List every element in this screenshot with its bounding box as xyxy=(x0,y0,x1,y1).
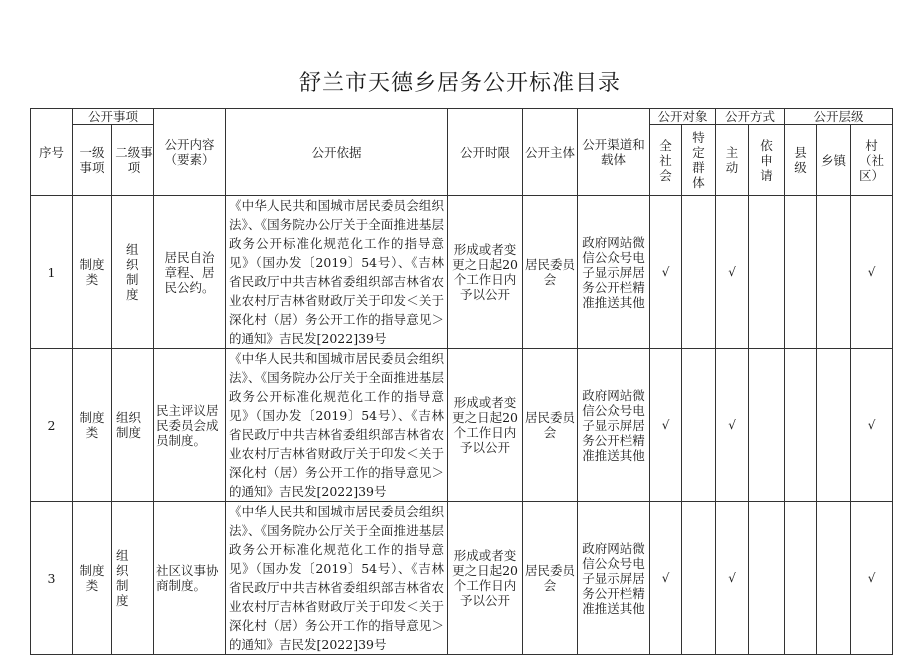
cell-level-county xyxy=(785,349,817,502)
cell-channel: 政府网站微信公众号电子显示屏居务公开栏精准推送其他 xyxy=(578,502,650,655)
cell-target-specific xyxy=(682,349,716,502)
cell-basis: 《中华人民共和国城市居民委员会组织法》、《国务院办公厅关于全面推进基层政务公开标准化规范化工作的指导意见》（国办发〔2019〕54号）、《吉林省民政厅中共吉林省委组织部吉林省农业农村厅吉林省财政厅关于印发＜关于深化村（居）务公开工作的指导意见＞的通知》吉民发[2022]39号 xyxy=(226,196,448,349)
page-title: 舒兰市天德乡居务公开标准目录 xyxy=(298,71,621,96)
cell-level2: 组织制度 xyxy=(112,502,154,655)
cell-target-specific xyxy=(682,196,716,349)
cell-content: 居民自治章程、居民公约。 xyxy=(154,196,226,349)
cell-level1: 制度类 xyxy=(73,502,112,655)
cell-level-county xyxy=(785,502,817,655)
cell-level2: 组织制度 xyxy=(112,196,154,349)
header-content: 公开内容（要素） xyxy=(154,109,226,196)
cell-target-specific xyxy=(682,502,716,655)
cell-level-village: √ xyxy=(851,349,893,502)
cell-level-township xyxy=(817,502,851,655)
header-target-specific: 特定群体 xyxy=(682,125,716,196)
cell-target-all: √ xyxy=(650,196,682,349)
header-mode-apply: 依申请 xyxy=(749,125,785,196)
disclosure-catalog-table xyxy=(30,108,893,655)
header-level-county: 县级 xyxy=(785,125,817,196)
header-level2: 二级事项 xyxy=(112,125,154,196)
header-mode-group: 公开方式 xyxy=(716,109,785,125)
cell-level2: 组织制度 xyxy=(112,349,154,502)
cell-level-township xyxy=(817,196,851,349)
cell-basis: 《中华人民共和国城市居民委员会组织法》、《国务院办公厅关于全面推进基层政务公开标准化规范化工作的指导意见》（国办发〔2019〕54号）、《吉林省民政厅中共吉林省委组织部吉林省农业农村厅吉林省财政厅关于印发＜关于深化村（居）务公开工作的指导意见＞的通知》吉民发[2022]39号 xyxy=(226,349,448,502)
cell-seq: 2 xyxy=(31,349,73,502)
cell-mode-apply xyxy=(749,502,785,655)
cell-subject: 居民委员会 xyxy=(523,502,578,655)
table-row xyxy=(31,196,893,349)
cell-target-all: √ xyxy=(650,502,682,655)
cell-time-limit: 形成或者变更之日起20个工作日内予以公开 xyxy=(448,502,523,655)
header-matter-group: 公开事项 xyxy=(73,109,154,125)
cell-seq: 3 xyxy=(31,502,73,655)
cell-level-county xyxy=(785,196,817,349)
cell-level1: 制度类 xyxy=(73,196,112,349)
header-level-group: 公开层级 xyxy=(785,109,893,125)
cell-content: 社区议事协商制度。 xyxy=(154,502,226,655)
cell-level-township xyxy=(817,349,851,502)
header-mode-active: 主动 xyxy=(716,125,749,196)
cell-channel: 政府网站微信公众号电子显示屏居务公开栏精准推送其他 xyxy=(578,349,650,502)
cell-target-all: √ xyxy=(650,349,682,502)
header-subject: 公开主体 xyxy=(523,109,578,196)
header-row-1 xyxy=(31,109,893,125)
cell-level1: 制度类 xyxy=(73,349,112,502)
table-row xyxy=(31,502,893,655)
header-time-limit: 公开时限 xyxy=(448,109,523,196)
cell-subject: 居民委员会 xyxy=(523,196,578,349)
table-row xyxy=(31,349,893,502)
cell-mode-active: √ xyxy=(716,349,749,502)
header-target-group: 公开对象 xyxy=(650,109,716,125)
cell-mode-apply xyxy=(749,349,785,502)
cell-time-limit: 形成或者变更之日起20个工作日内予以公开 xyxy=(448,349,523,502)
header-target-all: 全社会 xyxy=(650,125,682,196)
cell-mode-active: √ xyxy=(716,196,749,349)
cell-mode-apply xyxy=(749,196,785,349)
cell-subject: 居民委员会 xyxy=(523,349,578,502)
cell-time-limit: 形成或者变更之日起20个工作日内予以公开 xyxy=(448,196,523,349)
header-level-township: 乡镇 xyxy=(817,125,851,196)
cell-mode-active: √ xyxy=(716,502,749,655)
header-level-village: 村（社区） xyxy=(851,125,893,196)
header-channel: 公开渠道和载体 xyxy=(578,109,650,196)
cell-seq: 1 xyxy=(31,196,73,349)
header-level1: 一级事项 xyxy=(73,125,112,196)
cell-basis: 《中华人民共和国城市居民委员会组织法》、《国务院办公厅关于全面推进基层政务公开标准化规范化工作的指导意见》（国办发〔2019〕54号）、《吉林省民政厅中共吉林省委组织部吉林省农业农村厅吉林省财政厅关于印发＜关于深化村（居）务公开工作的指导意见＞的通知》吉民发[2022]39号 xyxy=(226,502,448,655)
header-basis: 公开依据 xyxy=(226,109,448,196)
header-seq: 序号 xyxy=(31,109,73,196)
cell-level-village: √ xyxy=(851,502,893,655)
cell-level-village: √ xyxy=(851,196,893,349)
cell-content: 民主评议居民委员会成员制度。 xyxy=(154,349,226,502)
cell-channel: 政府网站微信公众号电子显示屏居务公开栏精准推送其他 xyxy=(578,196,650,349)
